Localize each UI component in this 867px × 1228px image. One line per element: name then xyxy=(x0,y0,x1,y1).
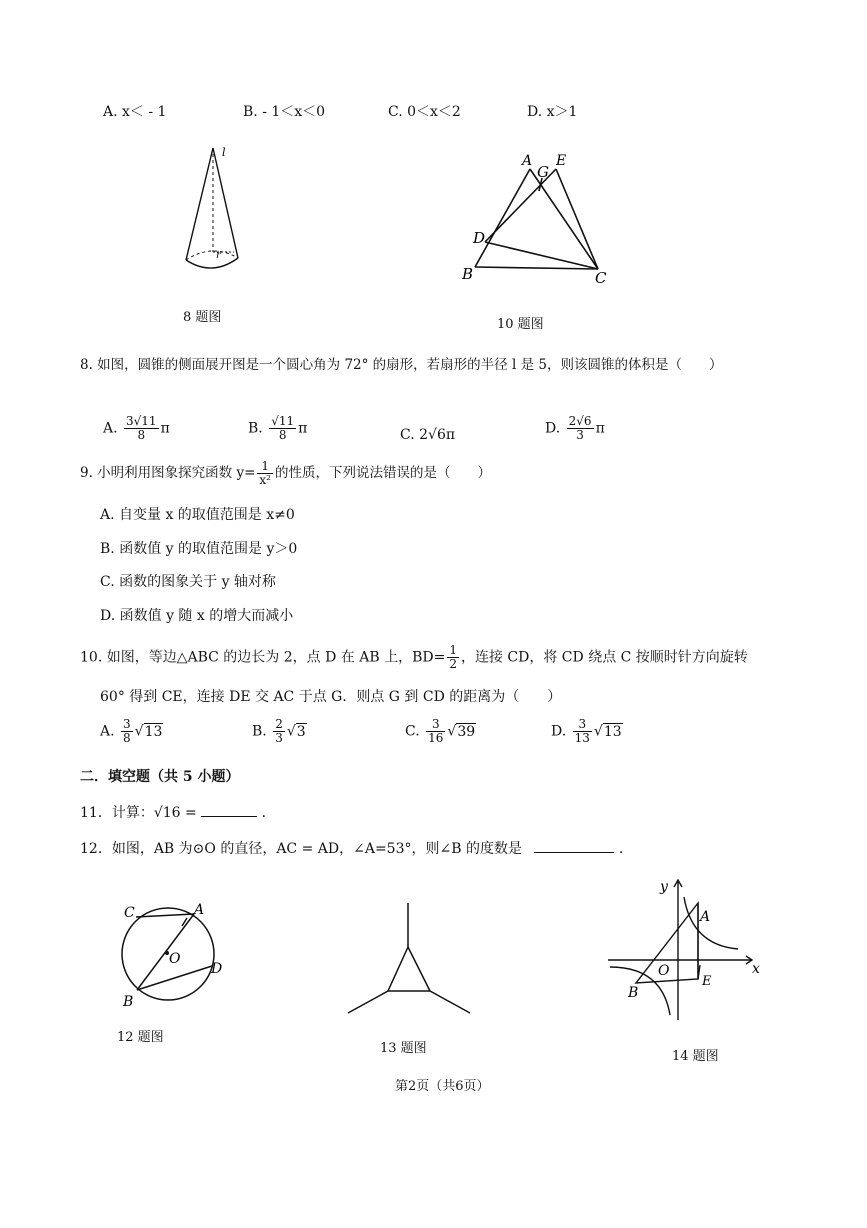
q8-stem: 8. 如图，圆锥的侧面展开图是一个圆心角为 72° 的扇形，若扇形的半径 l 是 5，则该圆锥的体积是（ ） xyxy=(80,357,723,373)
q11-answer-blank[interactable] xyxy=(201,816,257,817)
figure-10-triangles xyxy=(455,145,625,295)
q10-d-label: D. xyxy=(551,723,567,740)
q7-option-c: C. 0＜x＜2 xyxy=(388,104,461,120)
q9-option-b: B. 函数值 y 的取值范围是 y＞0 xyxy=(100,541,298,557)
q10-line1-post: ，连接 CD，将 CD 绕点 C 按顺时针方向旋转 xyxy=(460,649,748,666)
fig10-label-e: E xyxy=(556,153,567,169)
q10-a-label: A. xyxy=(100,723,115,740)
q10-option-c: C. $\frac{3}{16}$ √39 xyxy=(405,717,476,745)
q8-d-label: D. xyxy=(545,420,561,437)
q7-option-a: A. x＜ - 1 xyxy=(103,104,167,120)
q7-option-b: B. - 1＜x＜0 xyxy=(243,104,326,120)
figure-12-circle xyxy=(110,893,240,1013)
fig14-label-x: x xyxy=(752,961,760,977)
q12-answer-blank[interactable] xyxy=(534,852,614,853)
q9-option-a: A. 自变量 x 的取值范围是 x≠0 xyxy=(100,507,295,523)
q10-line1-pre: 10. 如图，等边△ABC 的边长为 2，点 D 在 AB 上，BD= xyxy=(80,649,446,666)
fig14-label-a: A xyxy=(700,909,711,925)
q8-d-num: 2√6 xyxy=(568,414,592,428)
q9-stem-post: 的性质，下列说法错误的是（ ） xyxy=(274,465,491,481)
q8-d-tail: π xyxy=(595,420,605,437)
figure-10-caption: 10 题图 xyxy=(497,317,544,332)
q9-stem xyxy=(80,460,491,487)
q8-d-den: 3 xyxy=(576,428,584,442)
fig14-label-y: y xyxy=(660,879,668,895)
figure-8-caption: 8 题图 xyxy=(183,310,222,325)
q8-option-d xyxy=(545,415,605,442)
fig14-label-b: B xyxy=(628,985,639,1001)
cone-label-r: r xyxy=(216,250,221,261)
q11 xyxy=(80,802,276,822)
figure-14-caption: 14 题图 xyxy=(672,1049,719,1064)
q8-b-label: B. xyxy=(248,420,263,437)
fig12-label-b: B xyxy=(123,994,134,1010)
q10-option-d: D. $\frac{3}{13}$ √13 xyxy=(551,717,622,745)
q11-expr: √16 = xyxy=(153,805,197,821)
q8-option-c: C. 2√6π xyxy=(400,427,456,443)
q10-option-a: A. $\frac{3}{8}$ √13 xyxy=(100,717,163,745)
q9-frac-num: 1 xyxy=(257,460,273,474)
q10-c-label: C. xyxy=(405,723,420,740)
q11-post: ． xyxy=(261,805,276,821)
q10-a-num: 3 xyxy=(123,717,131,731)
fig10-label-a: A xyxy=(522,153,533,169)
q10-line2: 60° 得到 CE，连接 DE 交 AC 于点 G．则点 G 到 CD 的距离为（ ） xyxy=(100,689,562,705)
q8-a-label: A. xyxy=(103,420,118,437)
q8-a-num: 3√11 xyxy=(126,414,157,428)
q10-b-rad: 3 xyxy=(296,723,306,740)
q10-d-rad: 13 xyxy=(603,723,622,740)
fig12-label-a: A xyxy=(194,902,205,918)
fig10-label-b: B xyxy=(462,265,474,283)
q10-line1 xyxy=(80,644,748,671)
q8-option-a xyxy=(103,415,170,442)
q8-a-tail: π xyxy=(160,420,170,437)
figure-14-graph xyxy=(600,875,770,1025)
page-footer: 第2页（共6页） xyxy=(395,1079,490,1094)
figure-13-caption: 13 题图 xyxy=(380,1041,427,1056)
q8-option-b xyxy=(248,415,307,442)
fig10-label-c: C xyxy=(595,269,607,287)
q9-frac-den: x² xyxy=(259,473,271,487)
q10-c-den: 16 xyxy=(428,731,444,745)
section-2-heading: 二．填空题（共 5 小题） xyxy=(80,769,240,785)
q10-c-num: 3 xyxy=(426,718,445,732)
q10-a-den: 8 xyxy=(123,731,131,745)
fig12-label-o: O xyxy=(169,951,181,967)
q11-pre: 11．计算： xyxy=(80,805,154,821)
q10-option-b: B. $\frac{2}{3}$ √3 xyxy=(252,717,306,745)
q10-d-den: 13 xyxy=(574,731,590,745)
q10-d-num: 3 xyxy=(573,718,592,732)
q7-option-d: D. x＞1 xyxy=(527,104,578,120)
q8-b-tail: π xyxy=(298,420,308,437)
q12 xyxy=(80,838,633,858)
q12-post: ． xyxy=(618,841,633,857)
fig14-label-o: O xyxy=(658,963,670,979)
fig12-label-c: C xyxy=(124,905,135,921)
q10-b-label: B. xyxy=(252,723,267,740)
q9-option-d: D. 函数值 y 随 x 的增大而减小 xyxy=(100,608,294,624)
q12-text: 12．如图，AB 为⊙O 的直径，AC = AD，∠A=53°，则∠B 的度数是 xyxy=(80,841,522,857)
fig14-label-e: E xyxy=(702,974,712,989)
figure-8-cone xyxy=(170,140,260,280)
q8-b-den: 8 xyxy=(278,428,287,442)
q10-a-rad: 13 xyxy=(144,723,163,740)
q9-stem-pre: 9. 小明利用图象探究函数 y= xyxy=(80,465,256,481)
figure-12-caption: 12 题图 xyxy=(117,1030,164,1045)
cone-label-l: l xyxy=(222,146,226,159)
q10-c-rad: 39 xyxy=(457,723,476,740)
q8-b-num: √11 xyxy=(271,414,295,428)
figure-13-triangle xyxy=(340,895,480,1020)
fig12-label-d: D xyxy=(211,961,223,977)
q10-frac-num: 1 xyxy=(449,643,457,657)
fig10-label-d: D xyxy=(473,229,486,247)
q10-b-den: 3 xyxy=(275,731,283,745)
q9-option-c: C. 函数的图象关于 y 轴对称 xyxy=(100,574,276,590)
q8-a-den: 8 xyxy=(137,428,146,442)
fig10-label-g: G xyxy=(537,163,549,181)
q10-frac-den: 2 xyxy=(449,657,457,671)
q10-b-num: 2 xyxy=(275,717,283,731)
